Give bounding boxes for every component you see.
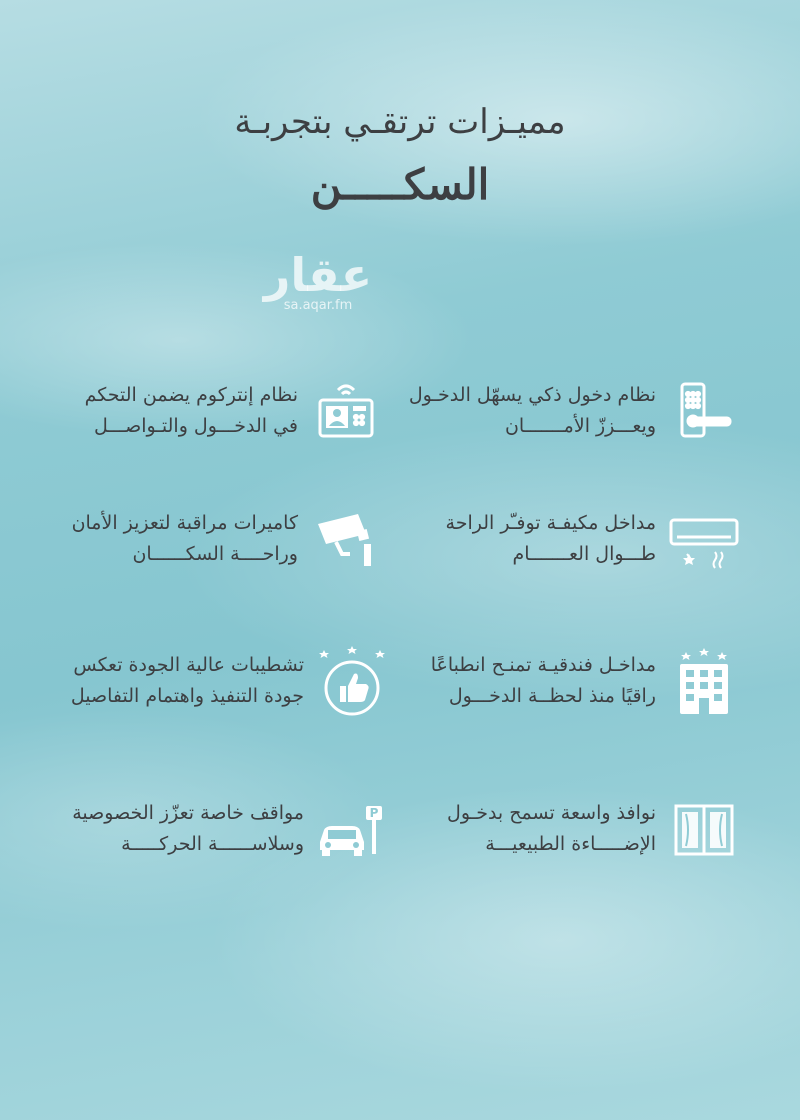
feature-wide-windows [360, 794, 740, 874]
feature-private-parking [8, 794, 388, 874]
feature-line-2: وسلاســــــة الحركـــــة [121, 833, 304, 855]
parking-car-icon [316, 794, 388, 866]
feature-smart-lock [360, 376, 740, 456]
aqar-watermark [248, 250, 388, 313]
feature-line-2: طـــوال العـــــــام [512, 543, 656, 565]
watermark-url: sa.aqar.fm [283, 298, 353, 313]
feature-hotel-entrance [360, 646, 740, 726]
feature-line-2: وراحــــة السكــــــان [132, 543, 298, 565]
feature-line-1: مداخـل فندقيـة تمنـح انطباعًا [430, 654, 656, 676]
smart-lock-icon [668, 376, 740, 448]
feature-line-1: كاميرات مراقبة لتعزيز الأمان [71, 512, 298, 534]
svg-text:P: P [369, 806, 379, 820]
hotel-building-icon [668, 646, 740, 718]
air-conditioner-icon [668, 504, 740, 576]
feature-line-2: ويعـــززّ الأمـــــــان [504, 415, 656, 437]
feature-line-1: مواقف خاصة تعزّز الخصوصية [72, 802, 304, 824]
security-camera-icon [310, 504, 382, 576]
feature-high-quality-finishes [8, 646, 388, 726]
watermark-logo-text: عقار [263, 248, 373, 302]
feature-line-1: مداخل مكيفـة توفـّر الراحة [445, 512, 656, 534]
feature-line-1: نوافذ واسعة تسمح بدخـول [447, 802, 656, 824]
feature-line-2: في الدخـــول والتـواصـــل [94, 415, 298, 437]
feature-line-1: نظام إنتركوم يضمن التحكم [84, 384, 298, 406]
feature-line-2: جودة التنفيذ واهتمام التفاصيل [70, 685, 304, 707]
feature-air-conditioner [360, 504, 740, 584]
intercom-icon [310, 376, 382, 448]
thumbs-up-stars-icon [316, 646, 388, 718]
window-icon [668, 794, 740, 866]
feature-line-2: الإضـــــاءة الطبيعيـــة [485, 833, 656, 855]
feature-line-1: نظام دخول ذكي يسهّل الدخـول [408, 384, 656, 406]
feature-line-1: تشطيبات عالية الجودة تعكس [73, 654, 304, 676]
feature-line-2: راقيًا منذ لحظــة الدخـــول [448, 685, 656, 707]
page-title-line-1: مميـزات ترتقـي بتجربـة [234, 102, 566, 142]
feature-intercom [2, 376, 382, 456]
page-title-line-2: السكـــــن [310, 160, 490, 209]
feature-security-camera [2, 504, 382, 584]
